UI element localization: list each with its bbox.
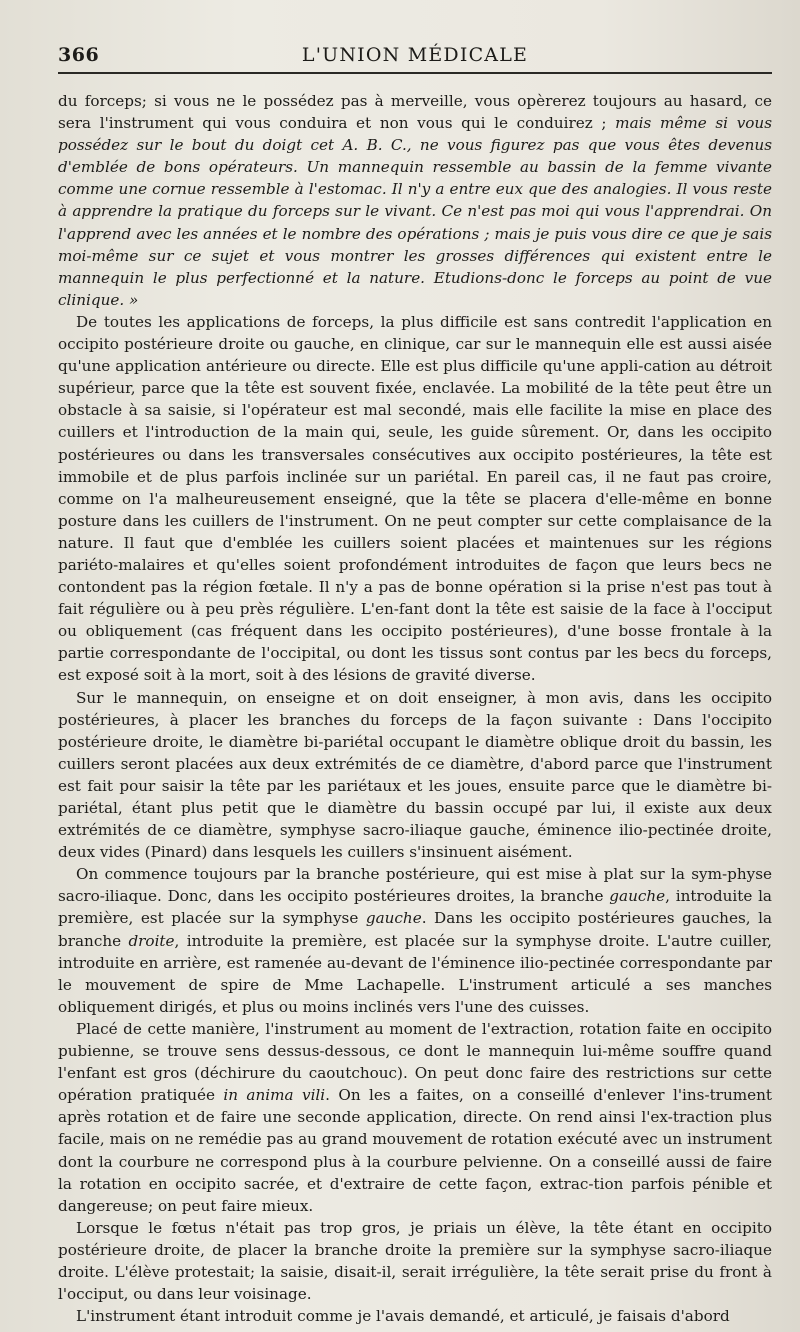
italic-text-run: gauche <box>365 909 422 928</box>
text-run: , introduite la première, est placée sur la symphyse <box>58 887 772 928</box>
italic-text-run: droite <box>128 931 175 950</box>
paragraph <box>58 90 772 311</box>
paragraph <box>58 1217 772 1305</box>
text-run: Placé de cette manière, l'instrument au moment de l'extraction, rotation faite en occipito pubienne, se trouve sens dessus-dessous, ce dont le mannequin lui-même souffre quand l'enfant est gros (déchirure du caoutchouc). On peut donc faire des restrictions sur cette opération pratiquée <box>58 1019 772 1105</box>
text-run: On commence toujours par la branche postérieure, qui est mise à plat sur la sym-physe sacro-iliaque. Donc, dans les occipito postérieures droites, la branche <box>58 865 772 906</box>
text-run: du forceps; si vous ne le possédez pas à merveille, vous opèrerez toujours au hasard, ce sera l'instrument qui vous conduira et non vous qui le conduirez ; <box>58 92 772 133</box>
paragraph <box>58 311 772 687</box>
paragraph <box>58 1305 772 1327</box>
text-run: Sur le mannequin, on enseigne et on doit enseigner, à mon avis, dans les occipito postérieures, à placer les branches du forceps de la façon suivante : Dans l'occipito postérieure droite, le diamètre bi-pariétal occupant le diamètre oblique droit du bassin, les cuillers seront placées aux deux extrémités de ce diamètre, d'abord parce que l'instrument est fait pour saisir la tête par les pariétaux et les joues, ensuite parce que le diamètre bi-pariétal, étant plus petit que le diamètre du bassin occupé par lui, il existe aux deux extrémités de ce diamètre, symphyse sacro-iliaque gauche, éminence ilio-pectinée droite, deux vides (Pinard) dans lesquels les cuillers s'insinuent aisément. <box>58 688 772 862</box>
page-header <box>58 40 772 74</box>
paragraph <box>58 687 772 864</box>
text-run: . Dans les occipito postérieures gauches, la branche <box>58 909 773 950</box>
text-run: Lorsque le fœtus n'était pas trop gros, je priais un élève, la tête étant en occipito postérieure droite, de placer la branche droite la première sur la symphyse sacro-iliaque droite. L'élève protestait; la saisie, disait-il, serait irrégulière, la tête serait prise du front à l'occiput, ou dans leur voisinage. <box>58 1218 772 1304</box>
italic-text-run: gauche <box>609 887 666 906</box>
text-run: De toutes les applications de forceps, la plus difficile est sans contredit l'application en occipito postérieure droite ou gauche, en clinique, car sur le mannequin elle est aussi aisée qu'une application antérieure ou directe. Elle est plus difficile qu'une appli-cation au détroit supérieur, parce que la tête est souvent fixée, enclavée. La mobilité de la tête peut être un obstacle à sa saisie, si l'opérateur est mal secondé, mais elle facilite la mise en place des cuillers et l'introduction de la main qui, seule, les guide sûrement. Or, dans les occipito postérieures ou dans les transversales consécutives aux occipito postérieures, la tête est immobile et de plus parfois inclinée sur un pariétal. En pareil cas, il ne faut pas croire, comme on l'a malheureusement enseigné, que la tête se placera d'elle-même en bonne posture dans les cuillers de l'instrument. On ne peut compter sur cette complaisance de la nature. Il faut que d'emblée les cuillers soient placées et maintenues sur les régions pariéto-malaires et qu'elles soient profondément introduites de façon que leurs becs ne contondent pas la région fœtale. Il n'y a pas de bonne opération si la prise n'est pas tout à fait régulière ou à peu près régulière. L'en-fant dont la tête est saisie de la face à l'occiput ou obliquement (cas fréquent dans les occipito postérieures), d'une bosse frontale à la partie correspondante de l'occipital, ou dont les tissus sont contus par les becs du forceps, est exposé soit à la mort, soit à des lésions de gravité diverse. <box>58 312 772 685</box>
text-run: , introduite la première, est placée sur la symphyse droite. L'autre cuiller, introduite en arrière, est ramenée au-devant de l'éminence ilio-pectinée correspondante par le mouvement de spire de Mme Lachapelle. L'instrument articulé a ses manches obliquement dirigés, et plus ou moins inclinés vers l'une des cuisses. <box>58 931 772 1016</box>
text-run: L'instrument étant introduit comme je l'avais demandé, et articulé, je faisais d'abord <box>76 1307 730 1326</box>
paragraph <box>58 863 772 1018</box>
article-body <box>58 90 772 1327</box>
page-number: 366 <box>58 44 100 66</box>
text-run: . On les a faites, on a conseillé d'enlever l'ins-trument après rotation et de faire une seconde application, directe. On rend ainsi l'ex-traction plus facile, mais on ne remédie pas au grand mouvement de rotation exécuté avec un instrument dont la courbure ne correspond plus à la courbure pelvienne. On a conseillé aussi de faire la rotation en occipito sacrée, et d'extraire de cette façon, extrac-tion parfois pénible et dangereuse; on peut faire mieux. <box>58 1086 773 1215</box>
paragraph <box>58 1018 772 1217</box>
running-title: L'UNION MÉDICALE <box>301 44 529 66</box>
italic-text-run: in anima vili <box>223 1086 326 1105</box>
italic-text-run: mais même si vous possédez sur le bout du doigt cet A. B. C., ne vous figurez pas que vous êtes devenus d'emblée de bons opérateurs. Un mannequin ressemble au bassin de la femme vivante comme une cornue ressemble à l'estomac. Il n'y a entre eux que des analogies. Il vous reste à apprendre la pratique du forceps sur le vivant. Ce n'est pas moi qui vous l'apprendrai. On l'apprend avec les années et le nombre des opérations ; mais je puis vous dire ce que je sais moi-même sur ce sujet et vous montrer les grosses différences qui existent entre le mannequin le plus perfectionné et la nature. Etudions-donc le forceps au point de vue clinique. » <box>58 114 772 309</box>
